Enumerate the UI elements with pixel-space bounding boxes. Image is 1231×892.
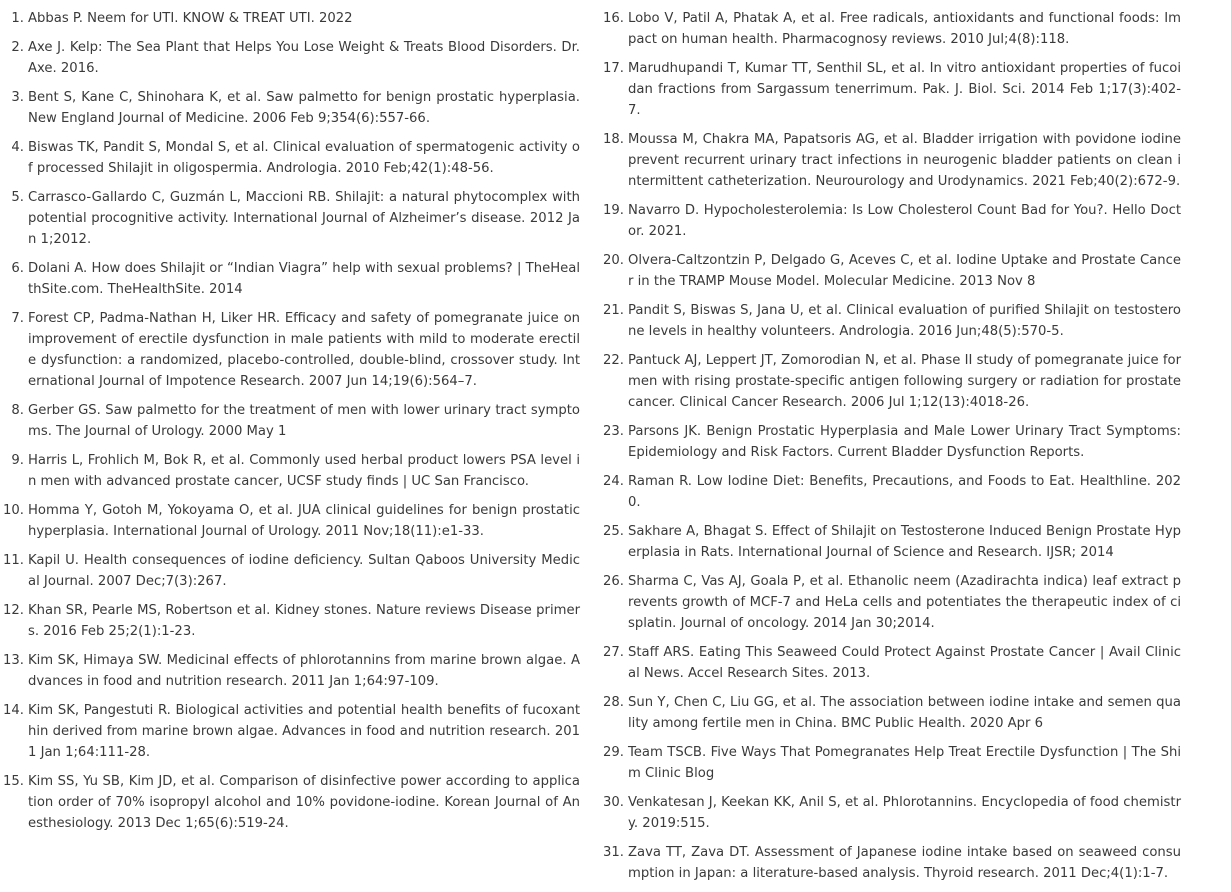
- reference-number: 2.: [11, 40, 24, 55]
- reference-number: 25.: [603, 524, 624, 539]
- references-column-right: [600, 8, 1181, 892]
- reference-text: Moussa M, Chakra MA, Papatsoris AG, et al. Bladder irrigation with povidone iodine prevent recurrent urinary tract infections in neurogenic bladder patients on clean intermittent catheterization. Neurourology and Urodynamics. 2021 Feb;40(2):672-9.: [628, 132, 1181, 189]
- references-column-left: [0, 8, 580, 842]
- reference-item: [0, 500, 580, 542]
- reference-item: [0, 87, 580, 129]
- reference-item: [600, 742, 1181, 784]
- reference-item: [600, 58, 1181, 121]
- reference-item: [0, 258, 580, 300]
- reference-item: [0, 650, 580, 692]
- reference-text: Marudhupandi T, Kumar TT, Senthil SL, et al. In vitro antioxidant properties of fucoidan fractions from Sargassum tenerrimum. Pak. J. Biol. Sci. 2014 Feb 1;17(3):402-7.: [628, 61, 1181, 118]
- reference-text: Navarro D. Hypocholesterolemia: Is Low Cholesterol Count Bad for You?. Hello Doctor. 2021.: [628, 203, 1181, 239]
- reference-text: Team TSCB. Five Ways That Pomegranates Help Treat Erectile Dysfunction | The Shim Clinic Blog: [628, 745, 1181, 781]
- reference-number: 21.: [603, 303, 624, 318]
- reference-text: Harris L, Frohlich M, Bok R, et al. Commonly used herbal product lowers PSA level in men with advanced prostate cancer, UCSF study finds | UC San Francisco.: [28, 453, 580, 489]
- reference-item: [0, 771, 580, 834]
- reference-item: [600, 200, 1181, 242]
- reference-item: [600, 642, 1181, 684]
- reference-number: 12.: [3, 603, 24, 618]
- reference-number: 16.: [603, 11, 624, 26]
- reference-number: 15.: [3, 774, 24, 789]
- reference-number: 6.: [11, 261, 24, 276]
- reference-number: 3.: [11, 90, 24, 105]
- reference-number: 14.: [3, 703, 24, 718]
- reference-number: 23.: [603, 424, 624, 439]
- reference-text: Olvera-Caltzontzin P, Delgado G, Aceves C, et al. Iodine Uptake and Prostate Cancer in the TRAMP Mouse Model. Molecular Medicine. 2013 Nov 8: [628, 253, 1181, 289]
- reference-text: Sakhare A, Bhagat S. Effect of Shilajit on Testosterone Induced Benign Prostate Hyperplasia in Rats. International Journal of Science and Research. IJSR; 2014: [628, 524, 1181, 560]
- reference-item: [600, 842, 1181, 884]
- reference-item: [0, 700, 580, 763]
- reference-text: Kim SS, Yu SB, Kim JD, et al. Comparison of disinfective power according to application order of 70% isopropyl alcohol and 10% povidone-iodine. Korean Journal of Anesthesiology. 2013 Dec 1;65(6):519-24.: [28, 774, 580, 831]
- reference-text: Kapil U. Health consequences of iodine deficiency. Sultan Qaboos University Medical Journal. 2007 Dec;7(3):267.: [28, 553, 580, 589]
- reference-text: Sharma C, Vas AJ, Goala P, et al. Ethanolic neem (Azadirachta indica) leaf extract prevents growth of MCF-7 and HeLa cells and potentiates the therapeutic index of cisplatin. Journal of oncology. 2014 Jan 30;2014.: [628, 574, 1181, 631]
- reference-text: Kim SK, Pangestuti R. Biological activities and potential health benefits of fucoxanthin derived from marine brown algae. Advances in food and nutrition research. 2011 Jan 1;64:111-28.: [28, 703, 580, 760]
- reference-item: [0, 450, 580, 492]
- reference-item: [600, 792, 1181, 834]
- reference-number: 18.: [603, 132, 624, 147]
- reference-item: [600, 300, 1181, 342]
- reference-item: [600, 521, 1181, 563]
- reference-number: 1.: [11, 11, 24, 26]
- reference-text: Pandit S, Biswas S, Jana U, et al. Clinical evaluation of purified Shilajit on testosterone levels in healthy volunteers. Andrologia. 2016 Jun;48(5):570-5.: [628, 303, 1181, 339]
- reference-number: 22.: [603, 353, 624, 368]
- reference-text: Pantuck AJ, Leppert JT, Zomorodian N, et al. Phase II study of pomegranate juice for men with rising prostate-specific antigen following surgery or radiation for prostate cancer. Clinical Cancer Research. 2006 Jul 1;12(13):4018-26.: [628, 353, 1181, 410]
- reference-number: 20.: [603, 253, 624, 268]
- reference-text: Zava TT, Zava DT. Assessment of Japanese iodine intake based on seaweed consumption in Japan: a literature-based analysis. Thyroid research. 2011 Dec;4(1):1-7.: [628, 845, 1181, 881]
- reference-number: 10.: [3, 503, 24, 518]
- reference-text: Axe J. Kelp: The Sea Plant that Helps You Lose Weight & Treats Blood Disorders. Dr. Axe. 2016.: [28, 40, 580, 76]
- reference-number: 8.: [11, 403, 24, 418]
- reference-number: 26.: [603, 574, 624, 589]
- reference-number: 5.: [11, 190, 24, 205]
- reference-text: Gerber GS. Saw palmetto for the treatment of men with lower urinary tract symptoms. The Journal of Urology. 2000 May 1: [28, 403, 580, 439]
- reference-item: [0, 600, 580, 642]
- reference-item: [600, 421, 1181, 463]
- reference-number: 11.: [3, 553, 24, 568]
- reference-item: [600, 571, 1181, 634]
- reference-text: Homma Y, Gotoh M, Yokoyama O, et al. JUA clinical guidelines for benign prostatic hyperplasia. International Journal of Urology. 2011 Nov;18(11):e1-33.: [28, 503, 580, 539]
- reference-item: [0, 37, 580, 79]
- reference-item: [600, 350, 1181, 413]
- reference-text: Venkatesan J, Keekan KK, Anil S, et al. Phlorotannins. Encyclopedia of food chemistry. 2019:515.: [628, 795, 1181, 831]
- reference-item: [600, 8, 1181, 50]
- reference-text: Staff ARS. Eating This Seaweed Could Protect Against Prostate Cancer | Avail Clinical News. Accel Research Sites. 2013.: [628, 645, 1181, 681]
- reference-number: 28.: [603, 695, 624, 710]
- reference-text: Khan SR, Pearle MS, Robertson et al. Kidney stones. Nature reviews Disease primers. 2016 Feb 25;2(1):1-23.: [28, 603, 580, 639]
- reference-item: [0, 550, 580, 592]
- reference-number: 13.: [3, 653, 24, 668]
- reference-text: Biswas TK, Pandit S, Mondal S, et al. Clinical evaluation of spermatogenic activity of processed Shilajit in oligospermia. Andrologia. 2010 Feb;42(1):48-56.: [28, 140, 580, 176]
- reference-number: 4.: [11, 140, 24, 155]
- reference-text: Raman R. Low Iodine Diet: Benefits, Precautions, and Foods to Eat. Healthline. 2020.: [628, 474, 1181, 510]
- reference-item: [600, 471, 1181, 513]
- reference-number: 7.: [11, 311, 24, 326]
- reference-number: 31.: [603, 845, 624, 860]
- reference-item: [600, 692, 1181, 734]
- reference-text: Forest CP, Padma-Nathan H, Liker HR. Efficacy and safety of pomegranate juice on improvement of erectile dysfunction in male patients with mild to moderate erectile dysfunction: a randomized, placebo-controlled, double-blind, crossover study. International Journal of Impotence Research. 2007 Jun 14;19(6):564–7.: [28, 311, 580, 389]
- reference-item: [600, 129, 1181, 192]
- reference-item: [0, 308, 580, 392]
- reference-text: Lobo V, Patil A, Phatak A, et al. Free radicals, antioxidants and functional foods: Impact on human health. Pharmacognosy reviews. 2010 Jul;4(8):118.: [628, 11, 1181, 47]
- reference-number: 27.: [603, 645, 624, 660]
- reference-text: Bent S, Kane C, Shinohara K, et al. Saw palmetto for benign prostatic hyperplasia. New England Journal of Medicine. 2006 Feb 9;354(6):557-66.: [28, 90, 580, 126]
- reference-number: 30.: [603, 795, 624, 810]
- reference-item: [0, 187, 580, 250]
- reference-number: 29.: [603, 745, 624, 760]
- reference-number: 24.: [603, 474, 624, 489]
- reference-item: [0, 8, 580, 29]
- reference-text: Sun Y, Chen C, Liu GG, et al. The association between iodine intake and semen quality among fertile men in China. BMC Public Health. 2020 Apr 6: [628, 695, 1181, 731]
- reference-text: Dolani A. How does Shilajit or “Indian Viagra” help with sexual problems? | TheHealthSite.com. TheHealthSite. 2014: [28, 261, 580, 297]
- reference-item: [600, 250, 1181, 292]
- reference-text: Kim SK, Himaya SW. Medicinal effects of phlorotannins from marine brown algae. Advances in food and nutrition research. 2011 Jan 1;64:97-109.: [28, 653, 580, 689]
- reference-text: Abbas P. Neem for UTI. KNOW & TREAT UTI. 2022: [28, 11, 353, 26]
- reference-item: [0, 137, 580, 179]
- reference-number: 17.: [603, 61, 624, 76]
- reference-number: 9.: [11, 453, 24, 468]
- reference-item: [0, 400, 580, 442]
- reference-text: Carrasco-Gallardo C, Guzmán L, Maccioni RB. Shilajit: a natural phytocomplex with potential procognitive activity. International Journal of Alzheimer’s disease. 2012 Jan 1;2012.: [28, 190, 580, 247]
- reference-text: Parsons JK. Benign Prostatic Hyperplasia and Male Lower Urinary Tract Symptoms: Epidemiology and Risk Factors. Current Bladder Dysfunction Reports.: [628, 424, 1181, 460]
- reference-number: 19.: [603, 203, 624, 218]
